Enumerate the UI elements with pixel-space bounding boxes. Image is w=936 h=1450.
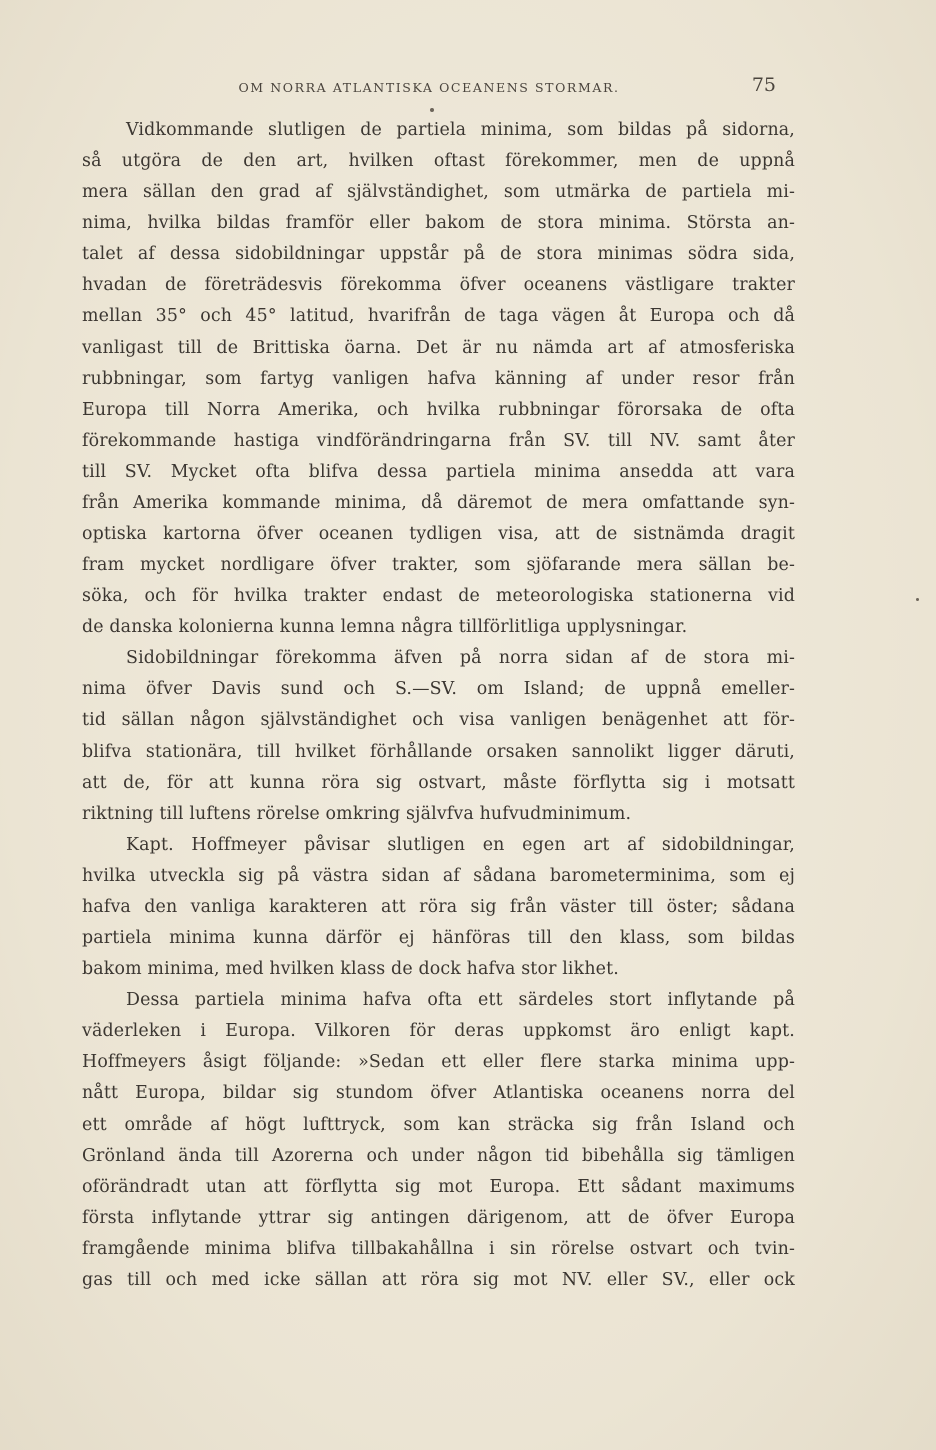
text-line: från Amerika kommande minima, då däremot de mera omfattande syn-	[82, 492, 795, 513]
text-line: förekommande hastiga vindförändringarna från SV. till NV. samt åter	[82, 430, 795, 451]
body-text	[82, 115, 795, 1296]
text-line: ett område af högt lufttryck, som kan sträcka sig från Island och	[82, 1114, 795, 1135]
text-line: gas till och med icke sällan att röra sig mot NV. eller SV., eller ock	[82, 1269, 795, 1290]
ink-speck	[916, 598, 919, 601]
text-line: mera sällan den grad af självständighet, som utmärka de partiela mi-	[82, 182, 795, 203]
text-line: de danska kolonierna kunna lemna några tillförlitliga upplysningar.	[82, 617, 688, 638]
text-line: Sidobildningar förekomma äfven på norra sidan af de stora mi-	[126, 648, 795, 669]
text-line: söka, och för hvilka trakter endast de meteorologiska stationerna vid	[82, 586, 795, 607]
text-line: Europa till Norra Amerika, och hvilka rubbningar förorsaka de ofta	[82, 399, 795, 420]
text-line: bakom minima, med hvilken klass de dock hafva stor likhet.	[82, 959, 619, 980]
text-line: framgående minima blifva tillbakahållna i sin rörelse ostvart och tvin-	[82, 1238, 795, 1259]
text-line: blifva stationära, till hvilket förhållande orsaken sannolikt ligger däruti,	[82, 741, 795, 762]
text-line: optiska kartorna öfver oceanen tydligen visa, att de sistnämda dragit	[82, 524, 795, 545]
running-head	[82, 76, 776, 100]
text-line: att de, för att kunna röra sig ostvart, måste förflytta sig i motsatt	[82, 772, 795, 793]
text-line: Vidkommande slutligen de partiela minima, som bildas på sidorna,	[126, 120, 795, 140]
text-line: hvadan de företrädesvis förekomma öfver oceanens västligare trakter	[82, 275, 795, 296]
text-line: Hoffmeyers åsigt följande: »Sedan ett eller flere starka minima upp-	[82, 1052, 795, 1073]
text-line: Dessa partiela minima hafva ofta ett särdeles stort inflytande på	[126, 990, 795, 1011]
text-line: riktning till luftens rörelse omkring självfva hufvudminimum.	[82, 803, 632, 824]
text-line: väderleken i Europa. Vilkoren för deras uppkomst äro enligt kapt.	[82, 1021, 795, 1042]
text-line: hafva den vanliga karakteren att röra sig från väster till öster; sådana	[82, 896, 795, 917]
text-line: partiela minima kunna därför ej hänföras till den klass, som bildas	[82, 928, 795, 949]
text-line: rubbningar, som fartyg vanligen hafva känning af under resor från	[82, 368, 795, 389]
text-line: tid sällan någon självständighet och visa vanligen benägenhet att för-	[82, 710, 795, 731]
text-line: hvilka utveckla sig på västra sidan af sådana barometerminima, som ej	[82, 865, 795, 886]
text-line: till SV. Mycket ofta blifva dessa partiela minima ansedda att vara	[82, 461, 795, 482]
text-line: Kapt. Hoffmeyer påvisar slutligen en egen art af sidobildningar,	[126, 834, 795, 855]
text-line: mellan 35° och 45° latitud, hvarifrån de taga vägen åt Europa och då	[82, 306, 795, 327]
text-line: vanligast till de Brittiska öarna. Det är nu nämda art af atmosferiska	[82, 337, 795, 358]
text-line: Grönland ända till Azorerna och under någon tid bibehålla sig tämligen	[82, 1145, 795, 1166]
page-number: 75	[751, 74, 776, 96]
text-line: första inflytande yttrar sig antingen därigenom, att de öfver Europa	[82, 1207, 795, 1228]
text-line: nått Europa, bildar sig stundom öfver Atlantiska oceanens norra del	[82, 1083, 795, 1104]
text-line: nima, hvilka bildas framför eller bakom de stora minima. Största an-	[82, 213, 795, 234]
text-line: nima öfver Davis sund och S.—SV. om Island; de uppnå emeller-	[82, 679, 795, 700]
text-line: talet af dessa sidobildningar uppstår på de stora minimas södra sida,	[82, 244, 795, 265]
text-line: fram mycket nordligare öfver trakter, som sjöfarande mera sällan be-	[82, 555, 795, 576]
text-line: så utgöra de den art, hvilken oftast förekommer, men de uppnå	[82, 151, 795, 172]
ink-speck	[430, 108, 434, 112]
text-line: oförändradt utan att förflytta sig mot Europa. Ett sådant maximums	[82, 1176, 795, 1197]
running-head-title: OM NORRA ATLANTISKA OCEANENS STORMAR.	[238, 80, 620, 95]
